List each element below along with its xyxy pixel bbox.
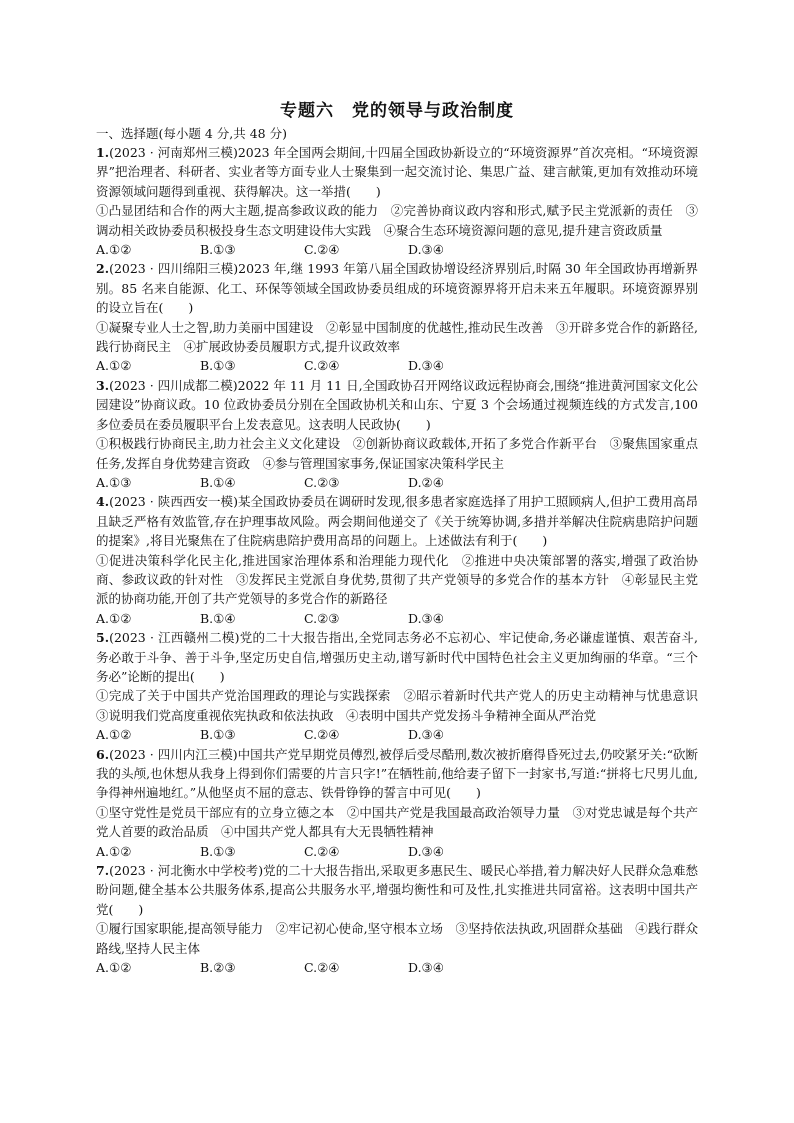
question-number: 5. <box>96 630 110 646</box>
question-text: (2023 · 四川内江三模)中国共产党早期党员傅烈,被俘后受尽酷刑,数次被折磨得昏死过去,仍咬紧牙关:“砍断我的头颅,也休想从我身上得到你们需要的片言只字!”在牺牲前,他给妻子留下一封家书,写道:“拼将七尺男儿血,争得神州遍地红。”从他坚贞不屈的意志、铁骨铮铮的誓言中可见( ) <box>96 746 698 801</box>
option-d: D.③④ <box>408 358 444 374</box>
section-heading: 一、选择题(每小题 4 分,共 48 分) <box>96 126 287 141</box>
option-a: A.①② <box>96 242 132 258</box>
answer-options <box>96 958 698 977</box>
question-number: 6. <box>96 746 110 762</box>
option-d: D.③④ <box>408 960 444 976</box>
answer-options <box>96 609 698 628</box>
question-text: (2023 · 陕西西安一模)某全国政协委员在调研时发现,很多患者家庭选择了用护工照顾病人,但护工费用高昂且缺乏严格有效监管,存在护理事故风险。两会期间他递交了《关于统筹协调,多措并举解决住院病患陪护问题的提案》,将目光聚焦在了住院病患陪护费用高昂的问题上。上述做法有利于( ) <box>96 494 698 549</box>
question-5 <box>96 628 711 744</box>
question-stem <box>96 861 698 919</box>
option-a: A.①② <box>96 610 132 626</box>
option-b: B.②③ <box>200 960 236 976</box>
option-a: A.①② <box>96 960 132 976</box>
option-d: D.③④ <box>408 242 444 258</box>
option-c: C.②④ <box>304 960 340 976</box>
question-number: 2. <box>96 261 110 277</box>
question-statements: ①履行国家职能,提高领导能力 ②牢记初心使命,坚守根本立场 ③坚持依法执政,巩固群众基础 ④践行群众路线,坚持人民主体 <box>96 921 698 956</box>
question-statements: ①完成了关于中国共产党治国理政的理论与实践探索 ②昭示着新时代共产党人的历史主动精神与忧患意识 ③说明我们党高度重视依宪执政和依法执政 ④表明中国共产党发扬斗争精神全面从严治党 <box>96 688 711 723</box>
question-stem <box>96 492 698 550</box>
question-3 <box>96 376 698 492</box>
question-statements: ①凸显团结和合作的两大主题,提高参政议政的能力 ②完善协商议政内容和形式,赋予民主党派新的责任 ③调动相关政协委员积极投身生态文明建设伟大实践 ④聚合生态环境资源问题的意见,提升建言资政质量 <box>96 203 698 238</box>
option-a: A.①② <box>96 843 132 859</box>
question-number: 3. <box>96 377 110 393</box>
question-stem <box>96 745 698 803</box>
option-d: D.③④ <box>408 727 444 743</box>
question-text: (2023 · 河北衡水中学校考)党的二十大报告指出,采取更多惠民生、暖民心举措,着力解决好人民群众急难愁盼问题,健全基本公共服务体系,提高公共服务水平,增强均衡性和可及性,扎实推进共同富裕。这表明中国共产党( ) <box>96 863 698 917</box>
question-stem <box>96 259 698 317</box>
option-b: B.①③ <box>200 843 236 859</box>
option-b: B.①④ <box>200 474 236 490</box>
option-a: A.①③ <box>96 474 132 490</box>
question-statements: ①积极践行协商民主,助力社会主义文化建设 ②创新协商议政载体,开拓了多党合作新平台 ③聚焦国家重点任务,发挥自身优势建言资政 ④参与管理国家事务,保证国家决策科学民主 <box>96 436 698 471</box>
question-text: (2023 · 四川成都二模)2022 年 11 月 11 日,全国政协召开网络议政远程协商会,围绕“推进黄河国家文化公园建设”协商议政。10 位政协委员分别在全国政协机关和山东、宁夏 3 个会场通过视频连线的方式发言,100 多位委员在委员履职平台上发表意见。这表明人民政协( ) <box>96 377 698 432</box>
answer-options <box>96 356 698 375</box>
option-d: D.②④ <box>408 474 444 490</box>
option-a: A.①② <box>96 727 132 743</box>
option-b: B.①④ <box>200 610 236 626</box>
option-c: C.②③ <box>304 610 340 626</box>
page-title: 专题六 党的领导与政治制度 <box>280 101 514 121</box>
answer-options <box>96 842 698 861</box>
option-b: B.①③ <box>200 242 236 258</box>
question-statements: ①坚守党性是党员干部应有的立身立德之本 ②中国共产党是我国最高政治领导力量 ③对党忠诚是每个共产党人首要的政治品质 ④中国共产党人都具有大无畏牺牲精神 <box>96 804 698 840</box>
option-b: B.①③ <box>200 358 236 374</box>
answer-options <box>96 240 698 259</box>
question-number: 7. <box>96 863 110 879</box>
question-4 <box>96 492 698 628</box>
question-stem <box>96 628 698 686</box>
question-statements: ①凝聚专业人士之智,助力美丽中国建设 ②彰显中国制度的优越性,推动民生改善 ③开辟多党合作的新路径,践行协商民主 ④扩展政协委员履职方式,提升议政效率 <box>96 319 698 355</box>
option-a: A.①② <box>96 358 132 374</box>
question-text: (2023 · 河南郑州三模)2023 年全国两会期间,十四届全国政协新设立的“环境资源界”首次亮相。“环境资源界”把治理者、科研者、实业者等方面专业人士聚集到一起交流讨论、集思广益、建言献策,更加有效推动环境资源领域问题得到重视、获得解决。这一举措( ) <box>96 145 698 199</box>
question-stem <box>96 376 698 434</box>
question-7 <box>96 861 698 977</box>
question-text: (2023 · 江西赣州二模)党的二十大报告指出,全党同志务必不忘初心、牢记使命,务必谦虚谨慎、艰苦奋斗,务必敢于斗争、善于斗争,坚定历史自信,增强历史主动,谱写新时代中国特色社会主义更加绚丽的华章。“三个务必”论断的提出( ) <box>96 630 698 684</box>
option-c: C.②④ <box>304 727 340 743</box>
question-1 <box>96 143 698 259</box>
option-c: C.②④ <box>304 242 340 258</box>
question-number: 1. <box>96 145 110 160</box>
question-text: (2023 · 四川绵阳三模)2023 年,继 1993 年第八届全国政协增设经济界别后,时隔 30 年全国政协再增新界别。85 名来自能源、化工、环保等领域全国政协委员组成的环境资源界将开启未来五年履职。环境资源界别的设立旨在( ) <box>96 261 698 316</box>
option-d: D.③④ <box>408 610 444 626</box>
option-c: C.②③ <box>304 474 340 490</box>
question-statements: ①促进决策科学化民主化,推进国家治理体系和治理能力现代化 ②推进中央决策部署的落实,增强了政治协商、参政议政的针对性 ③发挥民主党派自身优势,贯彻了共产党领导的多党合作的基本方针 ④彰显民主党派的协商功能,开创了共产党领导的多党合作的新路径 <box>96 552 698 607</box>
option-c: C.②④ <box>304 843 340 859</box>
answer-options <box>96 725 698 744</box>
question-number: 4. <box>96 494 110 510</box>
question-2 <box>96 259 698 375</box>
answer-options <box>96 473 698 492</box>
document-page <box>96 96 711 977</box>
question-6 <box>96 745 698 861</box>
question-stem <box>96 143 698 201</box>
option-d: D.③④ <box>408 843 444 859</box>
option-c: C.②④ <box>304 358 340 374</box>
option-b: B.①③ <box>200 727 236 743</box>
